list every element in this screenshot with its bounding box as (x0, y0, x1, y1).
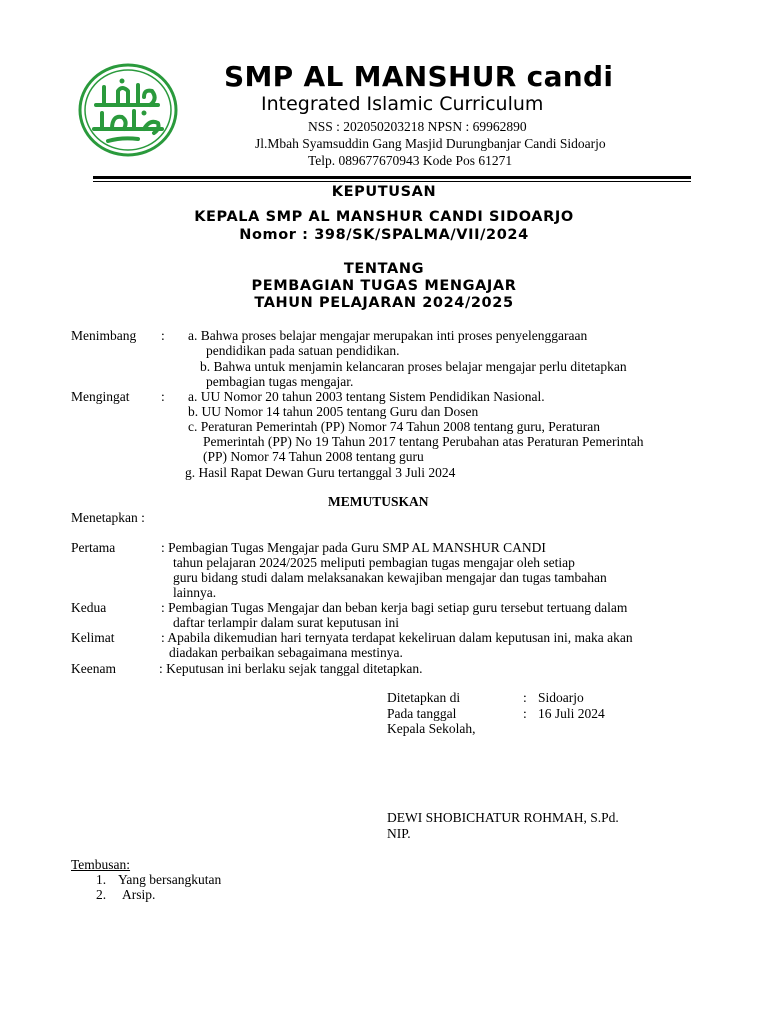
tembusan-item-text: Yang bersangkutan (118, 872, 222, 887)
mengingat-colon: : (161, 389, 165, 404)
date-colon: : (523, 706, 527, 721)
pertama-line: tahun pelajaran 2024/2025 meliputi pembagian tugas mengajar oleh setiap (173, 555, 575, 570)
decree-subject-2: TAHUN PELAJARAN 2024/2025 (254, 295, 514, 311)
signer-role: Kepala Sekolah, (387, 721, 476, 736)
mengingat-line: Pemerintah (PP) No 19 Tahun 2017 tentang Perubahan atas Peraturan Pemerintah (203, 434, 644, 449)
header-rule-thick (93, 176, 691, 179)
kelimat-line: : Apabila dikemudian hari ternyata terdapat kekeliruan dalam keputusan ini, maka akan (161, 630, 633, 645)
menimbang-line: pembagian tugas mengajar. (206, 374, 354, 389)
mengingat-label: Mengingat (71, 389, 130, 404)
tembusan-item-number: 2. (96, 887, 107, 902)
school-phone: Telp. 089677670943 Kode Pos 61271 (308, 153, 513, 168)
decree-number: Nomor : 398/SK/SPALMA/VII/2024 (239, 227, 529, 243)
menimbang-label: Menimbang (71, 328, 137, 343)
kelimat-label: Kelimat (71, 630, 115, 645)
mengingat-line: g. Hasil Rapat Dewan Guru tertanggal 3 Juli 2024 (185, 465, 456, 480)
pertama-label: Pertama (71, 540, 116, 555)
curriculum-subtitle: Integrated Islamic Curriculum (261, 93, 544, 115)
menimbang-line: b. Bahwa untuk menjamin kelancaran proses belajar mengajar perlu ditetapkan (200, 359, 627, 374)
pertama-line: lainnya. (173, 585, 217, 600)
date-value: 16 Juli 2024 (538, 706, 605, 721)
decree-issuer: KEPALA SMP AL MANSHUR CANDI SIDOARJO (194, 209, 574, 225)
decree-about: TENTANG (343, 261, 425, 277)
mengingat-line: b. UU Nomor 14 tahun 2005 tentang Guru dan Dosen (188, 404, 479, 419)
menetapkan-label: Menetapkan : (71, 510, 145, 525)
decree-subject-1: PEMBAGIAN TUGAS MENGAJAR (251, 278, 517, 294)
signer-nip: NIP. (387, 826, 411, 841)
tembusan-item-text: Arsip. (122, 887, 156, 902)
header-rule-thin (93, 181, 691, 182)
memutuskan-heading: MEMUTUSKAN (328, 494, 429, 509)
mengingat-line: a. UU Nomor 20 tahun 2003 tentang Sistem Pendidikan Nasional. (188, 389, 545, 404)
place-value: Sidoarjo (538, 690, 584, 705)
kedua-label: Kedua (71, 600, 107, 615)
keenam-label: Keenam (71, 661, 116, 676)
date-label: Pada tanggal (387, 706, 457, 721)
kedua-line: daftar terlampir dalam surat keputusan ini (173, 615, 400, 630)
tembusan-item-number: 1. (96, 872, 107, 887)
mengingat-line: (PP) Nomor 74 Tahun 2008 tentang guru (203, 449, 424, 464)
school-name: SMP AL MANSHUR candi (224, 60, 614, 93)
menimbang-line: a. Bahwa proses belajar mengajar merupakan inti proses penyelenggaraan (188, 328, 588, 343)
pertama-line: guru bidang studi dalam melaksanakan kewajiban mengajar dan tugas tambahan (173, 570, 607, 585)
decree-label: KEPUTUSAN (331, 184, 437, 200)
kedua-line: : Pembagian Tugas Mengajar dan beban kerja bagi setiap guru tersebut tertuang dalam (161, 600, 628, 615)
pertama-line: : Pembagian Tugas Mengajar pada Guru SMP AL MANSHUR CANDI (161, 540, 546, 555)
nss-npsn: NSS : 202050203218 NPSN : 69962890 (308, 119, 527, 134)
place-label: Ditetapkan di (387, 690, 461, 705)
signer-name: DEWI SHOBICHATUR ROHMAH, S.Pd. (387, 810, 619, 825)
arabic-calligraphy-seal-icon (78, 63, 178, 157)
mengingat-line: c. Peraturan Pemerintah (PP) Nomor 74 Tahun 2008 tentang guru, Peraturan (188, 419, 600, 434)
school-address: Jl.Mbah Syamsuddin Gang Masjid Durungbanjar Candi Sidoarjo (255, 136, 606, 151)
menimbang-line: pendidikan pada satuan pendidikan. (206, 343, 400, 358)
keenam-line: : Keputusan ini berlaku sejak tanggal ditetapkan. (159, 661, 423, 676)
menimbang-colon: : (161, 328, 165, 343)
place-colon: : (523, 690, 527, 705)
tembusan-label: Tembusan: (71, 857, 131, 872)
school-logo (78, 63, 178, 157)
kelimat-line: diadakan perbaikan sebagaimana mestinya. (169, 645, 403, 660)
